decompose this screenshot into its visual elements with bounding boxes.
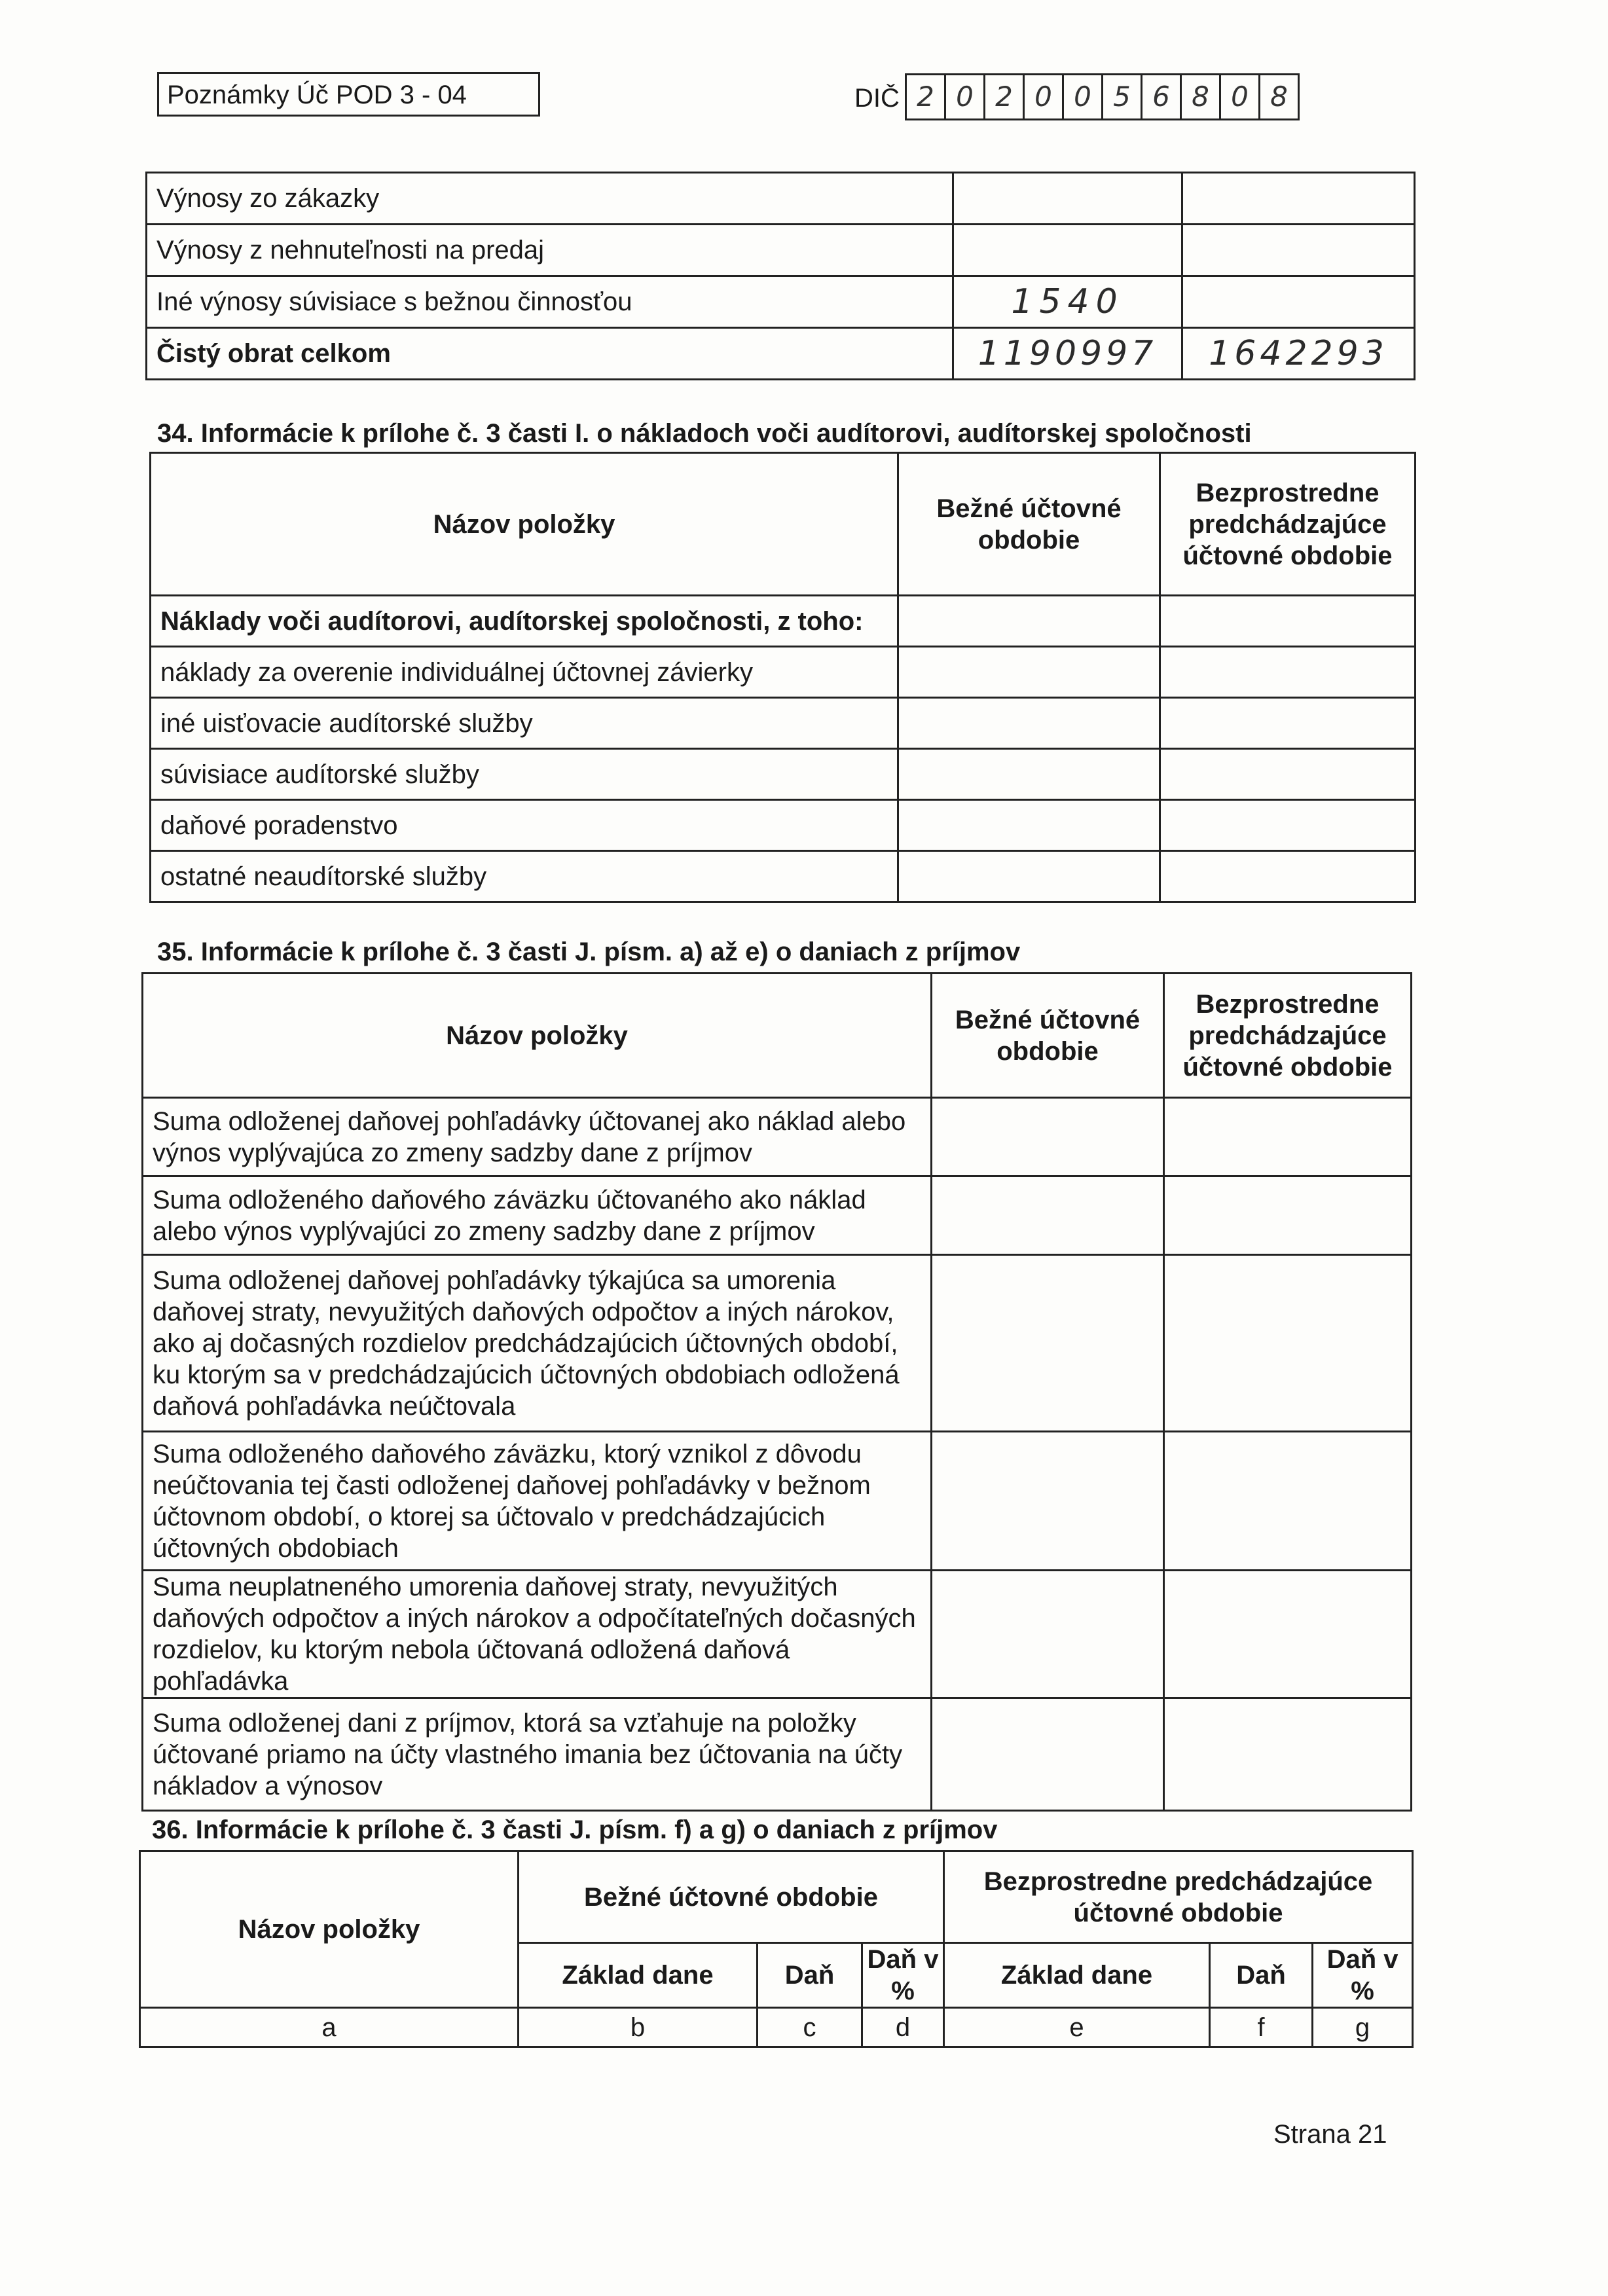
col-letter: g [1313, 2008, 1413, 2047]
table-row [143, 1098, 1412, 1176]
row-label: náklady za overenie individuálnej účtovnej závierky [151, 647, 898, 698]
table-row [151, 800, 1416, 851]
row-label: Suma odloženej daňovej pohľadávky účtovanej ako náklad alebo výnos vyplývajúca zo zmeny sadzby dane z príjmov [143, 1098, 932, 1176]
dic-digit: 0 [1062, 73, 1103, 120]
previous-value [1182, 225, 1415, 276]
row-label: Suma odloženého daňového záväzku, ktorý vznikol z dôvodu neúčtovania tej časti odloženej daňovej pohľadávky v bežnom účtovnom období, o ktorej sa účtovalo v predchádzajúcich účtovných obdobiach [143, 1432, 932, 1571]
row-label: Suma neuplatneného umorenia daňovej straty, nevyužitých daňových odpočtov a iných nárokov a odpočítateľných dočasných rozdielov, ku ktorým nebola účtovaná odložená daňová pohľadávka [143, 1571, 932, 1698]
row-label: daňové poradenstvo [151, 800, 898, 851]
dic-digit: 0 [1023, 73, 1064, 120]
section-34-heading: 34. Informácie k prílohe č. 3 časti I. o nákladoch voči audítorovi, audítorskej spoločnosti [157, 419, 1252, 448]
col-base-header: Základ dane [944, 1943, 1210, 2008]
col-name-header: Názov položky [143, 974, 932, 1098]
dic-digit: 8 [1258, 73, 1300, 120]
col-current-header: Bežné účtovné obdobie [519, 1851, 944, 1943]
dic-digit: 6 [1141, 73, 1182, 120]
col-letter: a [140, 2008, 519, 2047]
row-label: Výnosy z nehnuteľnosti na predaj [147, 225, 953, 276]
current-value: 1540 [953, 276, 1182, 328]
col-previous-header: Bezprostredne predchádzajúce účtovné obdobie [1160, 453, 1416, 596]
table-row [151, 596, 1416, 647]
section-36-heading: 36. Informácie k prílohe č. 3 časti J. písm. f) a g) o daniach z príjmov [152, 1815, 998, 1844]
col-name-header: Názov položky [151, 453, 898, 596]
table-row [147, 276, 1415, 328]
previous-value [1182, 276, 1415, 328]
current-value [953, 173, 1182, 225]
row-label: Čistý obrat celkom [147, 328, 953, 380]
letters-row [140, 2008, 1413, 2047]
col-previous-header: Bezprostredne predchádzajúce účtovné obdobie [1164, 974, 1412, 1098]
col-tax-pct-header: Daň v % [862, 1943, 944, 2008]
header-row [143, 974, 1412, 1098]
table-row [143, 1698, 1412, 1811]
current-value [953, 225, 1182, 276]
table-row [143, 1432, 1412, 1571]
table-row [151, 851, 1416, 902]
row-label: súvisiace audítorské služby [151, 749, 898, 800]
dic-digit: 5 [1101, 73, 1142, 120]
table-row [151, 698, 1416, 749]
row-label: Výnosy zo zákazky [147, 173, 953, 225]
col-base-header: Základ dane [519, 1943, 758, 2008]
dic-digit: 0 [1219, 73, 1260, 120]
table-row [143, 1176, 1412, 1255]
section-34-table [149, 452, 1416, 903]
dic-digit: 2 [983, 73, 1025, 120]
row-label: Suma odloženého daňového záväzku účtovaného ako náklad alebo výnos vyplývajúci zo zmeny sadzby dane z príjmov [143, 1176, 932, 1255]
header-row [151, 453, 1416, 596]
dic-boxes [907, 73, 1300, 120]
col-tax-header: Daň [1210, 1943, 1313, 2008]
col-current-header: Bežné účtovné obdobie [898, 453, 1160, 596]
table-row [147, 328, 1415, 380]
form-label-box [157, 72, 540, 117]
col-current-header: Bežné účtovné obdobie [932, 974, 1164, 1098]
table-row [151, 647, 1416, 698]
col-letter: e [944, 2008, 1210, 2047]
current-value: 1190997 [953, 328, 1182, 380]
dic-label: DIČ [854, 84, 900, 113]
dic-digit: 8 [1180, 73, 1221, 120]
row-label: Suma odloženej dani z príjmov, ktorá sa vzťahuje na položky účtované priamo na účty vlastného imania bez účtovania na účty nákladov a výnosov [143, 1698, 932, 1811]
form-label: Poznámky Úč POD 3 - 04 [167, 81, 467, 109]
row-label: Náklady voči audítorovi, audítorskej spoločnosti, z toho: [151, 596, 898, 647]
col-tax-pct-header: Daň v % [1313, 1943, 1413, 2008]
revenue-table [145, 172, 1416, 380]
col-letter: d [862, 2008, 944, 2047]
dic-digit: 2 [905, 73, 946, 120]
col-tax-header: Daň [758, 1943, 862, 2008]
table-row [151, 749, 1416, 800]
row-label: iné uisťovacie audítorské služby [151, 698, 898, 749]
page-number: Strana 21 [1273, 2120, 1387, 2149]
section-35-table [141, 972, 1412, 1812]
col-letter: b [519, 2008, 758, 2047]
previous-value [1182, 173, 1415, 225]
col-letter: c [758, 2008, 862, 2047]
table-row [143, 1255, 1412, 1432]
col-letter: f [1210, 2008, 1313, 2047]
section-35-heading: 35. Informácie k prílohe č. 3 časti J. písm. a) až e) o daniach z príjmov [157, 938, 1021, 966]
table-row [147, 173, 1415, 225]
section-36-table [139, 1850, 1414, 2048]
table-row [143, 1571, 1412, 1698]
row-label: ostatné neaudítorské služby [151, 851, 898, 902]
col-name-header: Názov položky [140, 1851, 519, 2008]
row-label: Iné výnosy súvisiace s bežnou činnosťou [147, 276, 953, 328]
dic-digit: 0 [944, 73, 985, 120]
header-row [140, 1851, 1413, 1943]
previous-value: 1642293 [1182, 328, 1415, 380]
table-row [147, 225, 1415, 276]
col-previous-header: Bezprostredne predchádzajúce účtovné obdobie [944, 1851, 1413, 1943]
row-label: Suma odloženej daňovej pohľadávky týkajúca sa umorenia daňovej straty, nevyužitých daňových odpočtov a iných nárokov, ako aj dočasných rozdielov predchádzajúcich účtovných období, ku ktorým sa v predchádzajúcich účtovných obdobiach odložená daňová pohľadávka neúčtovala [143, 1255, 932, 1432]
